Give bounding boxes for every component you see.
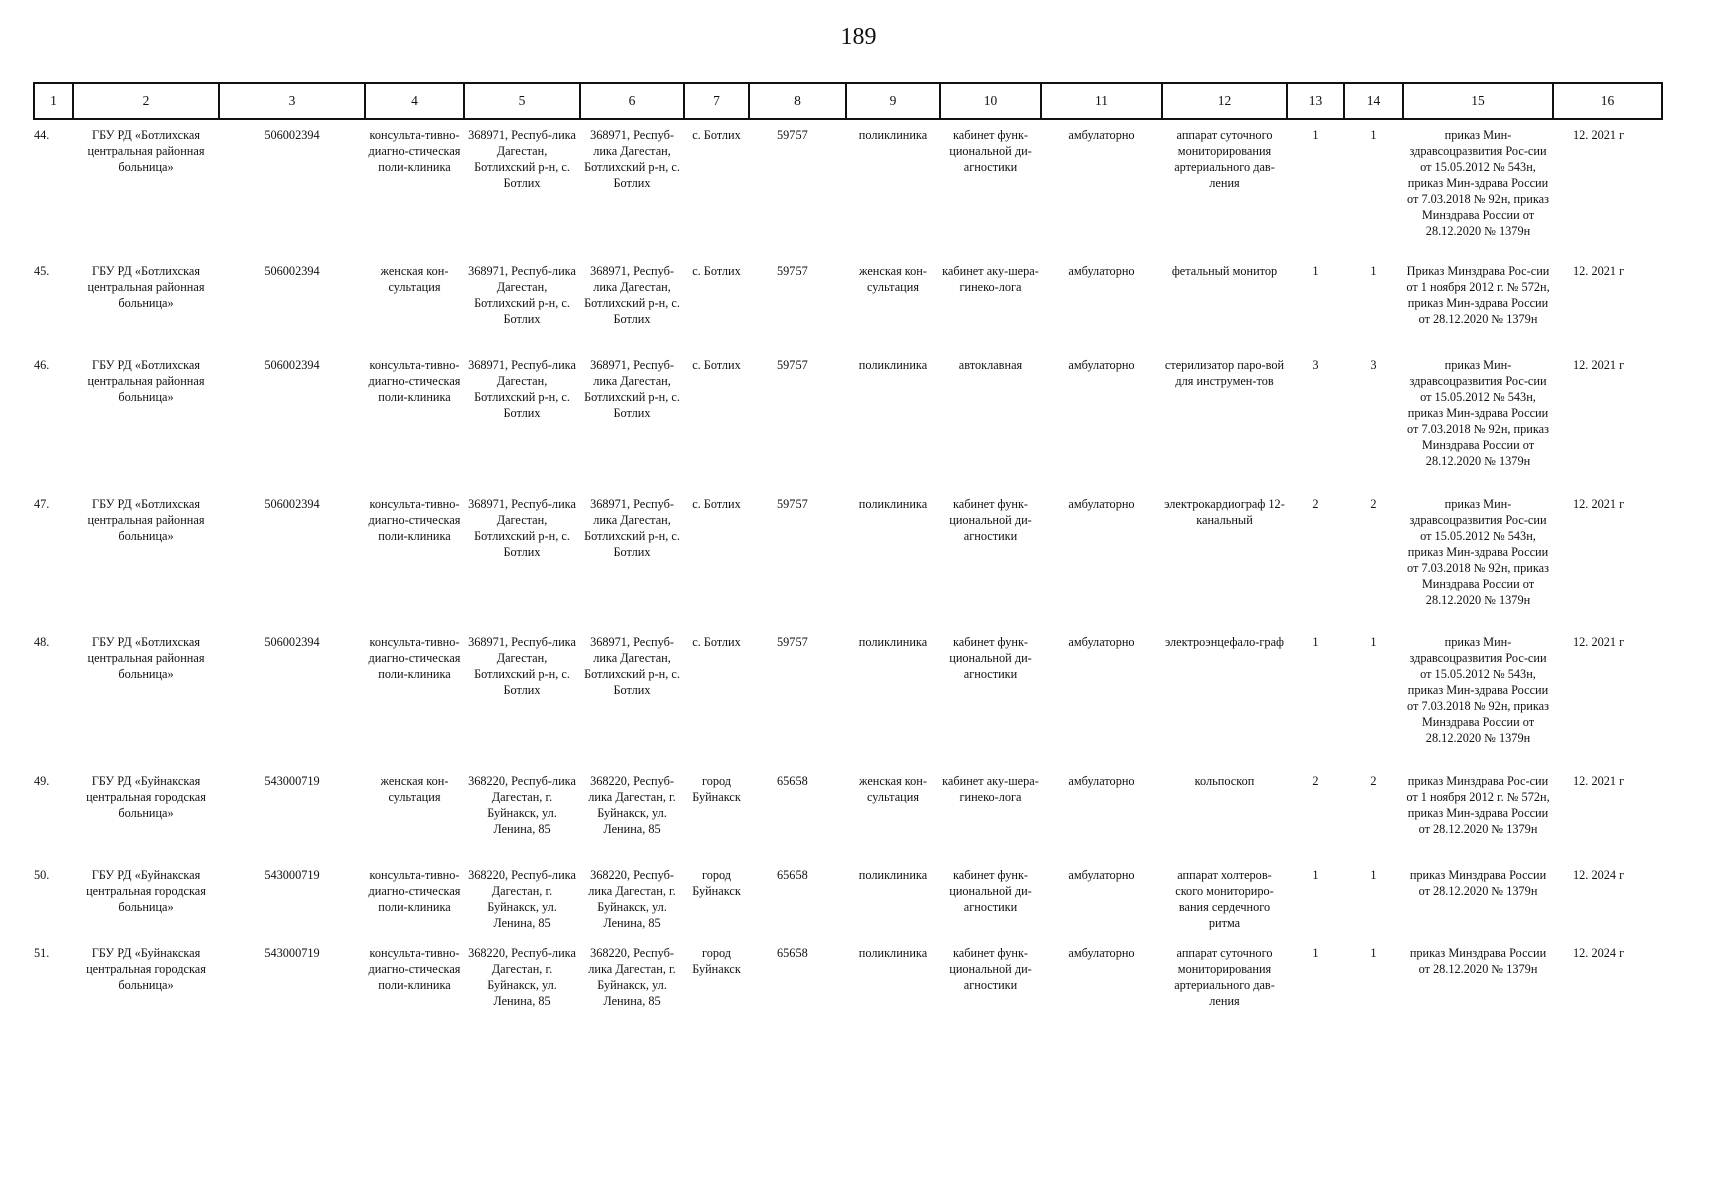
table-row xyxy=(34,256,1662,350)
actual-address-cell: 368971, Респуб-лика Дагестан, Ботлихский р-н, с. Ботлих xyxy=(584,497,680,559)
order-cell: приказ Минздрава России от 28.12.2020 № 1379н xyxy=(1409,946,1547,976)
oktmo-cell: 65658 xyxy=(777,774,808,788)
unit-cell: консульта-тивно-диагно-стическая поли-клиника xyxy=(368,635,461,681)
quantity-cell: 1 xyxy=(1370,635,1377,649)
organization-cell: ГБУ РД «Ботлихская центральная районная больница» xyxy=(87,358,205,404)
date-cell: 12. 2024 г xyxy=(1573,868,1625,882)
order-cell: приказ Мин-здравсоцразвития Рос-сии от 15.05.2012 № 543н, приказ Мин-здрава России от 7.03.2018 № 92н, приказ Минздрава России от 28.12.2020 № 1379н xyxy=(1407,128,1549,238)
inn-cell: 543000719 xyxy=(264,946,320,960)
division-cell: женская кон-сультация xyxy=(859,774,927,804)
legal-address-cell: 368971, Респуб-лика Дагестан, Ботлихский р-н, с. Ботлих xyxy=(468,128,576,190)
room-cell: кабинет функ-циональной ди-агностики xyxy=(949,128,1032,174)
column-header: 8 xyxy=(749,83,846,119)
order-cell: приказ Минздрава России от 28.12.2020 № 1379н xyxy=(1409,868,1547,898)
column-header: 1 xyxy=(34,83,73,119)
care-mode-cell: амбулаторно xyxy=(1068,128,1135,142)
equipment-cell: электрокардиограф 12-канальный xyxy=(1164,497,1285,527)
quantity-cell: 1 xyxy=(1370,128,1377,142)
equipment-cell: аппарат суточного мониторирования артериального дав-ления xyxy=(1174,128,1275,190)
column-number-header xyxy=(34,83,1662,119)
organization-cell: ГБУ РД «Ботлихская центральная районная больница» xyxy=(87,497,205,543)
locality-cell: с. Ботлих xyxy=(692,264,741,278)
order-cell: приказ Минздрава Рос-сии от 1 ноября 2012 г. № 572н, приказ Мин-здрава России от 28.12.2020 № 1379н xyxy=(1406,774,1550,836)
inn-cell: 506002394 xyxy=(264,497,320,511)
column-header: 12 xyxy=(1162,83,1287,119)
order-cell: приказ Мин-здравсоцразвития Рос-сии от 15.05.2012 № 543н, приказ Мин-здрава России от 7.03.2018 № 92н, приказ Минздрава России от 28.12.2020 № 1379н xyxy=(1407,497,1549,607)
date-cell: 12. 2021 г xyxy=(1573,128,1625,142)
row-number: 45. xyxy=(34,264,50,278)
oktmo-cell: 59757 xyxy=(777,635,808,649)
unit-cell: женская кон-сультация xyxy=(380,774,449,804)
inn-cell: 543000719 xyxy=(264,774,320,788)
quantity-cell: 3 xyxy=(1312,358,1319,372)
room-cell: кабинет функ-циональной ди-агностики xyxy=(949,946,1032,992)
quantity-cell: 2 xyxy=(1370,774,1377,788)
column-header: 2 xyxy=(73,83,219,119)
row-number: 46. xyxy=(34,358,50,372)
organization-cell: ГБУ РД «Буйнакская центральная городская больница» xyxy=(86,774,206,820)
column-header: 3 xyxy=(219,83,365,119)
order-cell: приказ Мин-здравсоцразвития Рос-сии от 15.05.2012 № 543н, приказ Мин-здрава России от 7.03.2018 № 92н, приказ Минздрава России от 28.12.2020 № 1379н xyxy=(1407,358,1549,468)
locality-cell: город Буйнакск xyxy=(692,774,741,804)
legal-address-cell: 368971, Респуб-лика Дагестан, Ботлихский р-н, с. Ботлих xyxy=(468,635,576,697)
actual-address-cell: 368971, Респуб-лика Дагестан, Ботлихский р-н, с. Ботлих xyxy=(584,264,680,326)
room-cell: автоклавная xyxy=(958,358,1023,372)
unit-cell: консульта-тивно-диагно-стическая поли-клиника xyxy=(368,497,461,543)
locality-cell: город Буйнакск xyxy=(692,946,741,976)
quantity-cell: 1 xyxy=(1312,946,1319,960)
row-number: 51. xyxy=(34,946,50,960)
legal-address-cell: 368220, Респуб-лика Дагестан, г. Буйнакск, ул. Ленина, 85 xyxy=(468,868,576,930)
actual-address-cell: 368220, Респуб-лика Дагестан, г. Буйнакск, ул. Ленина, 85 xyxy=(588,946,676,1008)
row-number: 50. xyxy=(34,868,50,882)
care-mode-cell: амбулаторно xyxy=(1068,358,1135,372)
quantity-cell: 2 xyxy=(1370,497,1377,511)
order-cell: приказ Мин-здравсоцразвития Рос-сии от 15.05.2012 № 543н, приказ Мин-здрава России от 7.03.2018 № 92н, приказ Минздрава России от 28.12.2020 № 1379н xyxy=(1407,635,1549,745)
organization-cell: ГБУ РД «Буйнакская центральная городская больница» xyxy=(86,946,206,992)
unit-cell: консульта-тивно-диагно-стическая поли-клиника xyxy=(368,358,461,404)
column-header: 15 xyxy=(1403,83,1553,119)
quantity-cell: 2 xyxy=(1312,774,1319,788)
care-mode-cell: амбулаторно xyxy=(1068,868,1135,882)
care-mode-cell: амбулаторно xyxy=(1068,497,1135,511)
date-cell: 12. 2021 г xyxy=(1573,774,1625,788)
column-header: 6 xyxy=(580,83,684,119)
column-header: 4 xyxy=(365,83,464,119)
room-cell: кабинет функ-циональной ди-агностики xyxy=(949,497,1032,543)
column-header: 5 xyxy=(464,83,580,119)
registry-table xyxy=(33,82,1663,1009)
column-header: 9 xyxy=(846,83,940,119)
oktmo-cell: 65658 xyxy=(777,946,808,960)
equipment-cell: фетальный монитор xyxy=(1171,264,1278,278)
legal-address-cell: 368220, Респуб-лика Дагестан, г. Буйнакск, ул. Ленина, 85 xyxy=(468,774,576,836)
date-cell: 12. 2024 г xyxy=(1573,946,1625,960)
oktmo-cell: 59757 xyxy=(777,358,808,372)
inn-cell: 506002394 xyxy=(264,264,320,278)
unit-cell: консульта-тивно-диагно-стическая поли-клиника xyxy=(368,128,461,174)
actual-address-cell: 368971, Респуб-лика Дагестан, Ботлихский р-н, с. Ботлих xyxy=(584,635,680,697)
column-header: 11 xyxy=(1041,83,1162,119)
oktmo-cell: 59757 xyxy=(777,264,808,278)
table-row xyxy=(34,489,1662,627)
locality-cell: с. Ботлих xyxy=(692,497,741,511)
actual-address-cell: 368971, Респуб-лика Дагестан, Ботлихский р-н, с. Ботлих xyxy=(584,358,680,420)
column-header: 13 xyxy=(1287,83,1344,119)
quantity-cell: 1 xyxy=(1312,868,1319,882)
organization-cell: ГБУ РД «Ботлихская центральная районная больница» xyxy=(87,264,205,310)
organization-cell: ГБУ РД «Ботлихская центральная районная больница» xyxy=(87,635,205,681)
oktmo-cell: 59757 xyxy=(777,497,808,511)
row-number: 49. xyxy=(34,774,50,788)
oktmo-cell: 59757 xyxy=(777,128,808,142)
quantity-cell: 3 xyxy=(1370,358,1377,372)
room-cell: кабинет функ-циональной ди-агностики xyxy=(949,635,1032,681)
quantity-cell: 1 xyxy=(1312,635,1319,649)
equipment-cell: аппарат суточного мониторирования артериального дав-ления xyxy=(1174,946,1275,1008)
table-row xyxy=(34,627,1662,766)
actual-address-cell: 368971, Респуб-лика Дагестан, Ботлихский р-н, с. Ботлих xyxy=(584,128,680,190)
table-row xyxy=(34,860,1662,938)
page-number: 189 xyxy=(840,24,877,50)
locality-cell: город Буйнакск xyxy=(692,868,741,898)
care-mode-cell: амбулаторно xyxy=(1068,774,1135,788)
quantity-cell: 1 xyxy=(1312,264,1319,278)
column-header: 16 xyxy=(1553,83,1662,119)
care-mode-cell: амбулаторно xyxy=(1068,635,1135,649)
equipment-cell: кольпоскоп xyxy=(1194,774,1255,788)
inn-cell: 506002394 xyxy=(264,358,320,372)
column-header: 14 xyxy=(1344,83,1403,119)
division-cell: поликлиника xyxy=(858,635,928,649)
locality-cell: с. Ботлих xyxy=(692,635,741,649)
column-header: 7 xyxy=(684,83,749,119)
quantity-cell: 1 xyxy=(1312,128,1319,142)
room-cell: кабинет аку-шера-гинеко-лога xyxy=(942,774,1039,804)
division-cell: женская кон-сультация xyxy=(859,264,927,294)
equipment-cell: аппарат холтеров-ского мониториро-вания сердечного ритма xyxy=(1175,868,1274,930)
actual-address-cell: 368220, Респуб-лика Дагестан, г. Буйнакск, ул. Ленина, 85 xyxy=(588,868,676,930)
row-number: 44. xyxy=(34,128,50,142)
unit-cell: консульта-тивно-диагно-стическая поли-клиника xyxy=(368,868,461,914)
legal-address-cell: 368971, Респуб-лика Дагестан, Ботлихский р-н, с. Ботлих xyxy=(468,264,576,326)
quantity-cell: 1 xyxy=(1370,264,1377,278)
organization-cell: ГБУ РД «Ботлихская центральная районная больница» xyxy=(87,128,205,174)
quantity-cell: 1 xyxy=(1370,946,1377,960)
legal-address-cell: 368971, Респуб-лика Дагестан, Ботлихский р-н, с. Ботлих xyxy=(468,497,576,559)
quantity-cell: 2 xyxy=(1312,497,1319,511)
legal-address-cell: 368971, Респуб-лика Дагестан, Ботлихский р-н, с. Ботлих xyxy=(468,358,576,420)
date-cell: 12. 2021 г xyxy=(1573,358,1625,372)
division-cell: поликлиника xyxy=(858,128,928,142)
column-header: 10 xyxy=(940,83,1041,119)
date-cell: 12. 2021 г xyxy=(1573,264,1625,278)
row-number: 48. xyxy=(34,635,50,649)
table-row xyxy=(34,350,1662,489)
division-cell: поликлиника xyxy=(858,497,928,511)
inn-cell: 506002394 xyxy=(264,128,320,142)
quantity-cell: 1 xyxy=(1370,868,1377,882)
division-cell: поликлиника xyxy=(858,358,928,372)
table-row xyxy=(34,119,1662,256)
room-cell: кабинет аку-шера-гинеко-лога xyxy=(942,264,1039,294)
order-cell: Приказ Минздрава Рос-сии от 1 ноября 2012 г. № 572н, приказ Мин-здрава России от 28.12.2020 № 1379н xyxy=(1406,264,1550,326)
locality-cell: с. Ботлих xyxy=(692,128,741,142)
table-row xyxy=(34,766,1662,860)
equipment-cell: стерилизатор паро-вой для инструмен-тов xyxy=(1164,358,1285,388)
inn-cell: 543000719 xyxy=(264,868,320,882)
care-mode-cell: амбулаторно xyxy=(1068,264,1135,278)
unit-cell: женская кон-сультация xyxy=(380,264,449,294)
organization-cell: ГБУ РД «Буйнакская центральная городская больница» xyxy=(86,868,206,914)
date-cell: 12. 2021 г xyxy=(1573,497,1625,511)
legal-address-cell: 368220, Респуб-лика Дагестан, г. Буйнакск, ул. Ленина, 85 xyxy=(468,946,576,1008)
care-mode-cell: амбулаторно xyxy=(1068,946,1135,960)
table-row xyxy=(34,938,1662,1009)
room-cell: кабинет функ-циональной ди-агностики xyxy=(949,868,1032,914)
equipment-cell: электроэнцефало-граф xyxy=(1164,635,1284,649)
unit-cell: консульта-тивно-диагно-стическая поли-клиника xyxy=(368,946,461,992)
division-cell: поликлиника xyxy=(858,946,928,960)
oktmo-cell: 65658 xyxy=(777,868,808,882)
actual-address-cell: 368220, Респуб-лика Дагестан, г. Буйнакск, ул. Ленина, 85 xyxy=(588,774,676,836)
inn-cell: 506002394 xyxy=(264,635,320,649)
row-number: 47. xyxy=(34,497,50,511)
locality-cell: с. Ботлих xyxy=(692,358,741,372)
division-cell: поликлиника xyxy=(858,868,928,882)
date-cell: 12. 2021 г xyxy=(1573,635,1625,649)
